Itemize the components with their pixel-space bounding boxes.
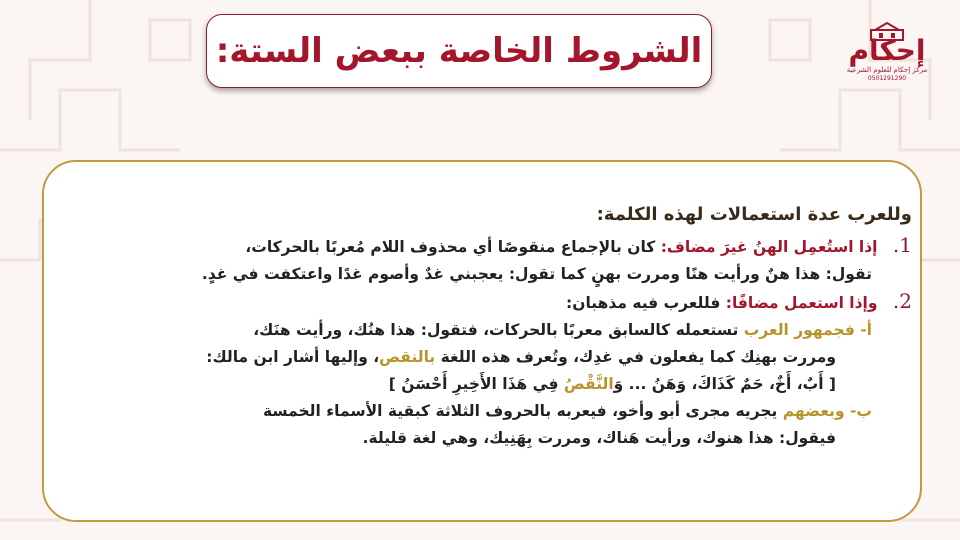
item-1-line-2: تقول: هذا هنٌ ورأيت هنًا ومررت بهنٍ كما تقول: يعجبني غدٌ وأصوم غدًا واعتكفت في غدٍ. [201,265,872,283]
logo [844,22,930,100]
item-1-line-1 [92,232,912,261]
item-2a-naqs: بالنقص [379,348,436,366]
logo-subtitle: مركز إحكام للعلوم الشرعية [846,66,928,74]
logo-name: إحكام [848,34,926,67]
item-2b-line-2: فيقول: هذا هنوك، ورأيت هَناك، ومررت بِهَنِيك، وهي لغة قليلة. [362,429,836,447]
item-2a-line-2 [92,344,912,371]
item-2-lead: وإذا استعمل مضافًا: [725,294,878,312]
page-title: الشروط الخاصة ببعض الستة: [215,31,703,71]
logo-phone: 0501291290 [867,75,907,82]
title-banner [206,14,712,88]
item-2a-line-2-pre: ومررت بهنِك كما يفعلون في غدِك، وتُعرف هذه اللغة [435,348,836,366]
item-2b-text: يجريه مجرى أبو وأخو، فيعربه بالحروف الثلاثة كبقية الأسماء الخمسة [262,402,783,420]
verse-pre: [ أَبٌ، أَخٌ، حَمٌ كَذَاكَ، وَهَنُ ... وَ [613,375,836,393]
item-1-lead: إذا استُعمِل الهنُ غيرَ مضاف: [660,238,878,256]
item-2-line-1 [92,288,912,317]
item-2b-line-1 [92,398,912,425]
verse-line [92,371,912,398]
item-2-number: 2. [892,289,912,313]
item-2b-lead: ب- وبعضهم [782,402,872,420]
verse-naqs: النَّقْصُ [563,375,614,393]
item-2a-line-2-post: ، وإليها أشار ابن مالك: [206,348,380,366]
item-2a-text: تستعمله كالسابق معربًا بالحركات، فتقول: هذا هنُك، ورأيت هنَك، [253,321,744,339]
item-2a-line-1 [92,317,912,344]
item-1-number: 1. [892,233,912,257]
item-2-text: فللعرب فيه مذهبان: [566,294,726,312]
item-2a-lead: أ- فجمهور العرب [743,321,872,339]
item-1-text: كان بالإجماع منقوصًا أي محذوف اللام مُعربًا بالحركات، [245,238,661,256]
content-body [92,200,912,452]
intro-text: وللعرب عدة استعمالات لهذه الكلمة: [596,204,912,225]
verse-post: فِي هَذَا الأَخِيرِ أَحْسَنُ ] [388,375,564,393]
